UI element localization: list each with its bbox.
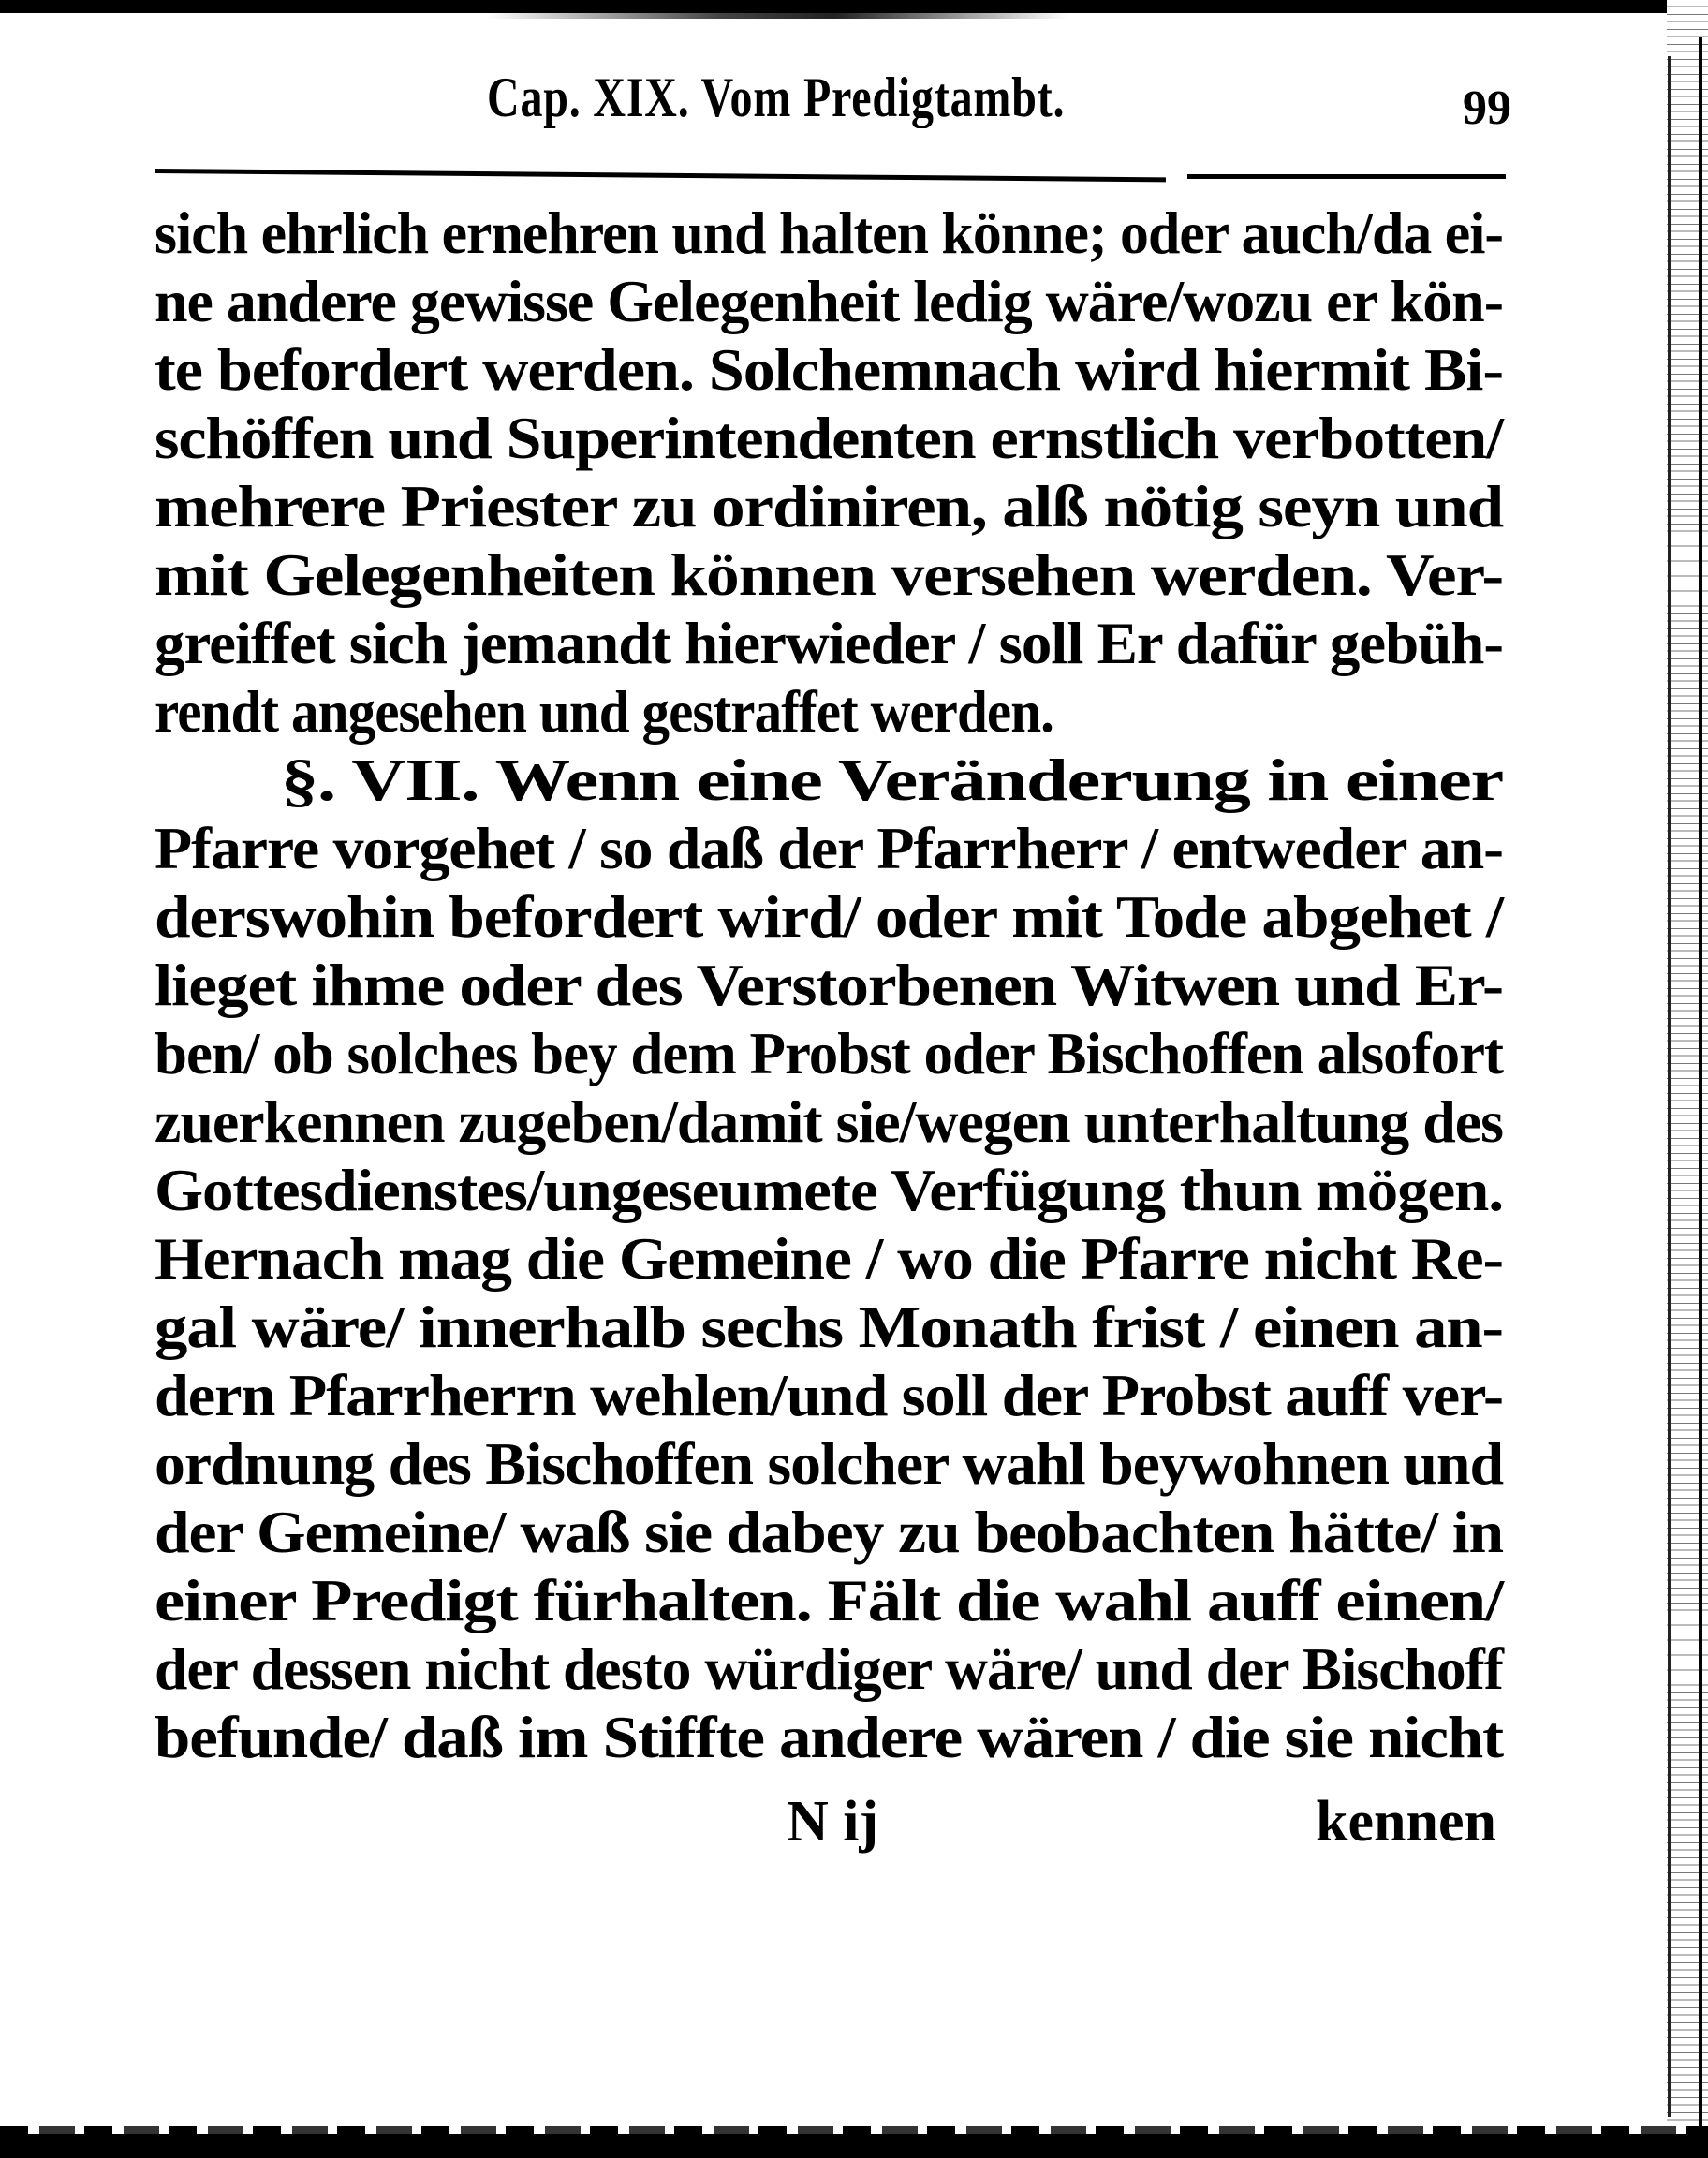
text-line bbox=[155, 1498, 1503, 1566]
text-line-content: mehrere Priester zu ordiniren, alß nötig seyn und bbox=[155, 473, 1503, 540]
signature-mark: N ij bbox=[787, 1790, 879, 1854]
body-text bbox=[155, 199, 1503, 1771]
page-number: 99 bbox=[1463, 81, 1511, 135]
text-line-content: ne andere gewisse Gelegenheit ledig wäre/wozu er kön- bbox=[155, 268, 1503, 334]
text-line-content: der Gemeine/ waß sie dabey zu beobachten hätte/ in bbox=[155, 1499, 1503, 1565]
text-line-content: sich ehrlich ernehren und halten könne; oder auch/da ei- bbox=[155, 200, 1503, 266]
text-line bbox=[155, 1087, 1503, 1156]
text-line bbox=[155, 882, 1503, 951]
text-line-content: Hernach mag die Gemeine / wo die Pfarre nicht Re- bbox=[155, 1225, 1503, 1292]
text-line bbox=[155, 951, 1503, 1019]
text-line bbox=[155, 1566, 1503, 1634]
text-line-content: gal wäre/ innerhalb sechs Monath frist / einen an- bbox=[155, 1293, 1503, 1360]
text-line bbox=[155, 335, 1503, 404]
section-heading-line bbox=[155, 746, 1503, 814]
scan-border-top-noise bbox=[487, 13, 1068, 19]
scan-border-bottom-noise bbox=[0, 2126, 1708, 2134]
catchword: kennen bbox=[1316, 1790, 1496, 1854]
text-line bbox=[155, 677, 1503, 746]
scan-border-top bbox=[0, 0, 1708, 13]
text-line-content: ordnung des Bischoffen solcher wahl beywohnen und bbox=[155, 1430, 1503, 1497]
text-line-content: greiffet sich jemandt hierwieder / soll Er dafür gebüh- bbox=[155, 610, 1503, 676]
text-line bbox=[155, 404, 1503, 472]
text-line bbox=[155, 199, 1503, 267]
text-line-content: mit Gelegenheiten können versehen werden. Ver- bbox=[155, 541, 1503, 608]
text-line bbox=[155, 1224, 1503, 1293]
text-line bbox=[155, 472, 1503, 540]
text-line-content: lieget ihme oder des Verstorbenen Witwen und Er- bbox=[155, 952, 1503, 1018]
text-line-content: te befordert werden. Solchemnach wird hiermit Bi- bbox=[155, 336, 1503, 403]
text-line bbox=[155, 540, 1503, 609]
text-line bbox=[155, 1019, 1503, 1087]
page-edge-line bbox=[1668, 56, 1671, 2117]
header-rule bbox=[155, 169, 1166, 182]
text-line-content: Pfarre vorgehet / so daß der Pfarrherr / entweder an- bbox=[155, 815, 1503, 881]
text-line bbox=[155, 1703, 1503, 1771]
text-line-content: ben/ ob solches bey dem Probst oder Bischoffen alsofort bbox=[155, 1020, 1503, 1086]
text-line-content: §. VII. Wenn eine Veränderung in einer bbox=[281, 746, 1503, 813]
text-line-content: einer Predigt fürhalten. Fält die wahl auff einen/ bbox=[155, 1567, 1504, 1633]
scan-border-bottom bbox=[0, 2134, 1708, 2158]
text-line bbox=[155, 1361, 1503, 1429]
text-line bbox=[155, 1429, 1503, 1498]
text-line-content: befunde/ daß im Stiffte andere wären / die sie nicht bbox=[155, 1704, 1503, 1770]
text-line bbox=[155, 1156, 1503, 1224]
page-edge-line-outer bbox=[1699, 37, 1702, 2126]
text-line-content: der dessen nicht desto würdiger wäre/ und der Bischoff bbox=[155, 1635, 1503, 1702]
text-line-content: zuerkennen zugeben/damit sie/wegen unterhaltung des bbox=[155, 1088, 1503, 1155]
text-line-content: Gottesdienstes/ungeseumete Verfügung thun mögen. bbox=[155, 1157, 1504, 1223]
text-line-content: derswohin befordert wird/ oder mit Tode abgehet / bbox=[155, 883, 1503, 950]
text-line bbox=[155, 267, 1503, 335]
header-rule-right bbox=[1187, 174, 1506, 179]
text-line bbox=[155, 609, 1503, 677]
text-line bbox=[155, 1293, 1503, 1361]
text-line bbox=[155, 814, 1503, 882]
text-line-content: dern Pfarrherrn wehlen/und soll der Probst auff ver- bbox=[155, 1362, 1504, 1428]
chapter-title: Cap. XIX. Vom Predigtambt. bbox=[487, 67, 1066, 128]
text-line-content: rendt angesehen und gestraffet werden. bbox=[155, 678, 1053, 745]
running-head bbox=[487, 66, 1255, 140]
text-line bbox=[155, 1634, 1503, 1703]
text-line-content: schöffen und Superintendenten ernstlich verbotten/ bbox=[155, 405, 1503, 471]
